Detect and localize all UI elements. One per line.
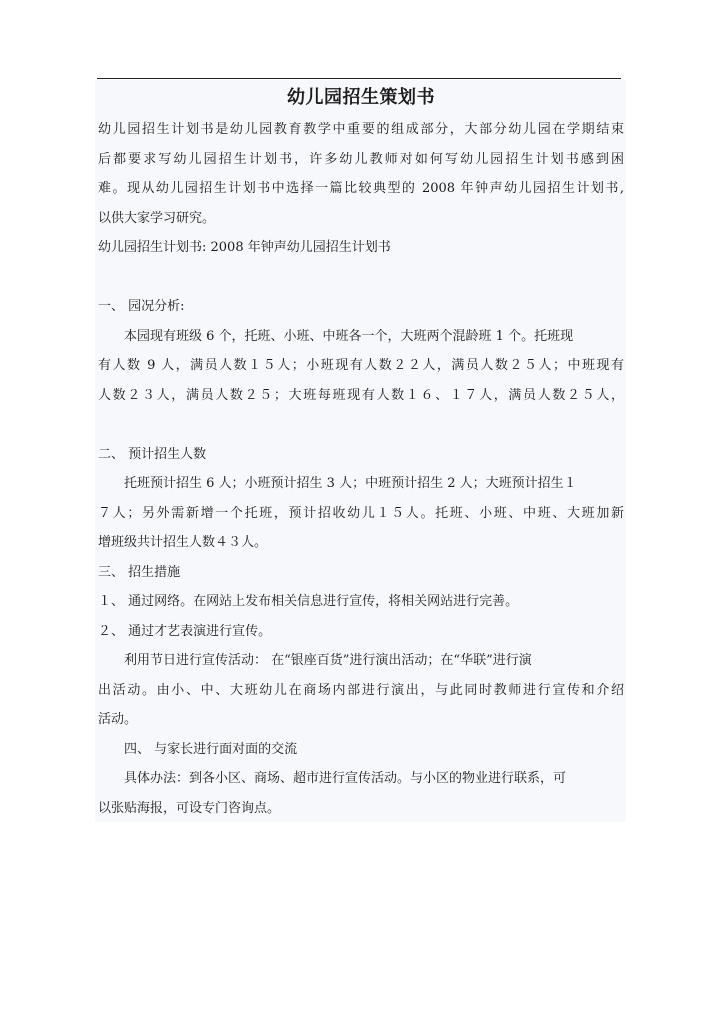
section4-line: 以张贴海报，可设专门咨询点。 (98, 800, 281, 816)
section-heading-1: 一、 园况分析: (98, 299, 185, 314)
section2-line: ７人；另外需新增一个托班，预计招收幼儿１５人。托班、小班、中班、大班加新 (98, 505, 624, 521)
section1-line: 人数２３人，满员人数２５；大班每班现有人数１６、１７人，满员人数２５人， (98, 387, 624, 403)
section3-line: 利用节日进行宣传活动： 在“银座百货”进行演出活动；在“华联”进行演 (124, 653, 532, 668)
section2-line: 托班预计招生 6 人；小班预计招生 3 人；中班预计招生 2 人；大班预计招生１ (124, 476, 577, 491)
header-rule (97, 78, 621, 79)
blank-line (98, 410, 624, 440)
section-heading-2: 二、 预计招生人数 (98, 446, 207, 462)
document-subtitle: 幼儿园招生计划书: 2008 年钟声幼儿园招生计划书 (98, 240, 391, 255)
document-title: 幼儿园招生策划书 (287, 87, 435, 108)
section1-line: 有人数 9 人，满员人数１５人；小班现有人数２２人，满员人数２５人；中班现有 (98, 358, 624, 373)
section-heading-3: 三、 招生措施 (98, 564, 181, 580)
section4-line: 具体办法：到各小区、商场、超市进行宣传活动。与小区的物业进行联系，可 (124, 771, 567, 786)
intro-line: 后都要求写幼儿园招生计划书，许多幼儿教师对如何写幼儿园招生计划书感到困 (98, 151, 624, 167)
document-body (95, 80, 626, 822)
section3-item-2: ２、 通过才艺表演进行宣传。 (98, 623, 272, 639)
section3-line: 活动。 (98, 712, 138, 727)
intro-line: 难。现从幼儿园招生计划书中选择一篇比较典型的 2008 年钟声幼儿园招生计划书, (98, 181, 624, 196)
section2-line: 增班级共计招生人数４３人。 (98, 535, 268, 550)
intro-line: 以供大家学习研究。 (98, 210, 216, 226)
section3-item-1: １、 通过网络。在网站上发布相关信息进行宣传，将相关网站进行完善。 (98, 594, 519, 609)
section1-line: 本园现有班级 6 个，托班、小班、中班各一个，大班两个混龄班 1 个。托班现 (124, 328, 574, 344)
intro-line: 幼儿园招生计划书是幼儿园教育教学中重要的组成部分，大部分幼儿园在学期结束 (98, 122, 624, 137)
section-heading-4: 四、 与家长进行面对面的交流 (124, 741, 298, 757)
blank-line (98, 263, 624, 293)
section3-line: 出活动。由小、中、大班幼儿在商场内部进行演出，与此同时教师进行宣传和介绍 (98, 682, 624, 698)
